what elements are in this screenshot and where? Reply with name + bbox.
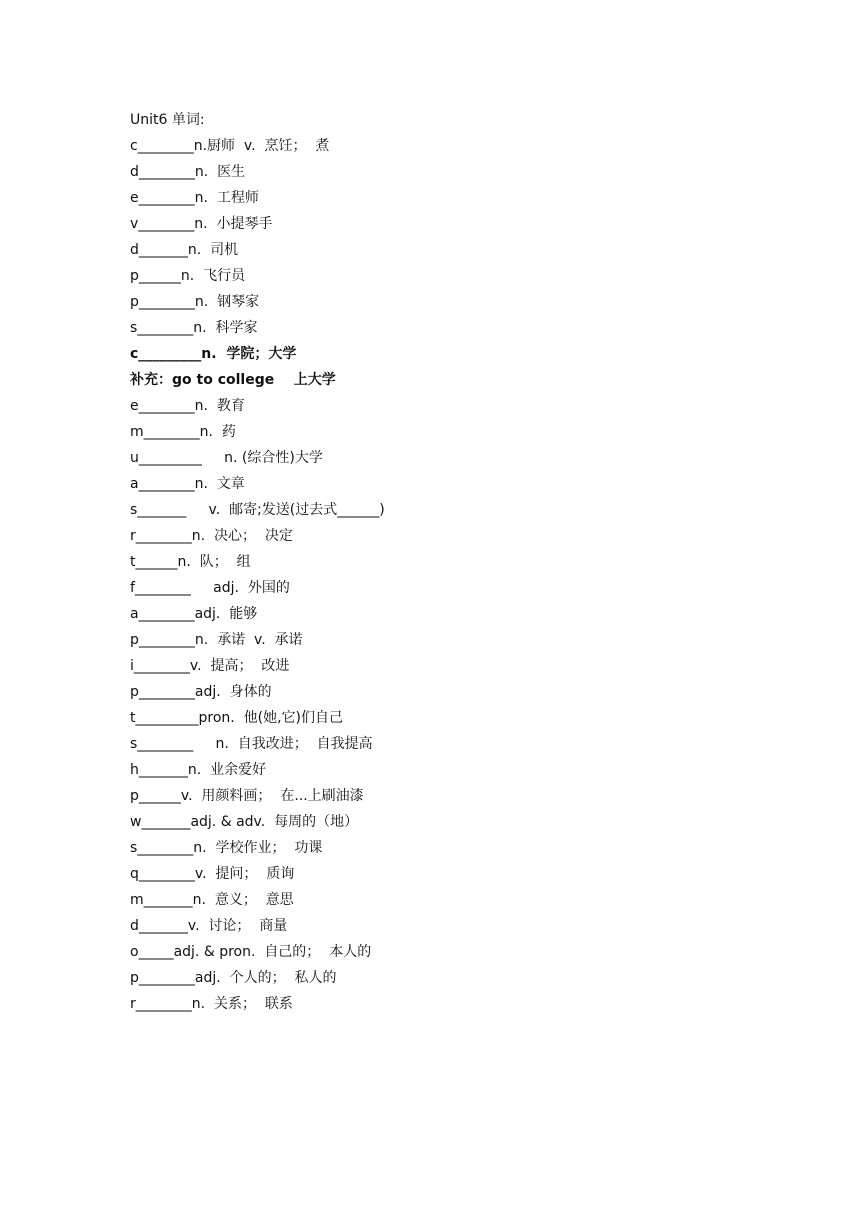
vocab-line: c________n.厨师 v. 烹饪； 煮 [130, 138, 330, 154]
vocab-line: i________v. 提高； 改进 [130, 658, 290, 674]
vocab-line: a________adj. 能够 [130, 606, 258, 622]
vocab-line: p________n. 钢琴家 [130, 294, 260, 310]
vocab-line: p______n. 飞行员 [130, 268, 246, 284]
vocab-line: s_______ v. 邮寄;发送(过去式______) [130, 502, 385, 518]
vocab-line: m_______n. 意义； 意思 [130, 892, 294, 908]
document-page [130, 107, 770, 1017]
vocab-line: p______v. 用颜料画； 在...上刷油漆 [130, 788, 364, 804]
vocab-line: q________v. 提问； 质询 [130, 866, 295, 882]
vocab-line: t______n. 队； 组 [130, 554, 251, 570]
vocab-line: v________n. 小提琴手 [130, 216, 273, 232]
vocab-line: e________n. 工程师 [130, 190, 259, 206]
vocab-line: t_________pron. 他(她,它)们自己 [130, 710, 343, 726]
vocab-line: p________n. 承诺 v. 承诺 [130, 632, 303, 648]
vocab-line: u_________ n. (综合性)大学 [130, 450, 323, 466]
vocab-line: s________n. 科学家 [130, 320, 258, 336]
vocab-line: e________n. 教育 [130, 398, 245, 414]
vocab-line: o_____adj. & pron. 自己的； 本人的 [130, 944, 372, 960]
vocab-line: f________ adj. 外国的 [130, 580, 290, 596]
vocab-line: s________ n. 自我改进； 自我提高 [130, 736, 373, 752]
vocab-line: d_______n. 司机 [130, 242, 239, 258]
vocab-line: w_______adj. & adv. 每周的（地） [130, 814, 359, 830]
vocab-line: 补充：go to college 上大学 [130, 372, 336, 388]
vocab-line: c_________n. 学院；大学 [130, 346, 297, 362]
vocab-line: r________n. 决心； 决定 [130, 528, 293, 544]
vocab-line: d________n. 医生 [130, 164, 246, 180]
vocab-line: a________n. 文章 [130, 476, 245, 492]
vocab-line: h_______n. 业余爱好 [130, 762, 267, 778]
document-title: Unit6 单词: [130, 112, 205, 128]
vocab-line: p________adj. 身体的 [130, 684, 272, 700]
vocab-line: p________adj. 个人的； 私人的 [130, 970, 337, 986]
vocabulary-list [130, 133, 770, 1017]
vocab-line: s________n. 学校作业； 功课 [130, 840, 323, 856]
vocab-line: m________n. 药 [130, 424, 236, 440]
vocab-line: d_______v. 讨论； 商量 [130, 918, 288, 934]
vocab-line: r________n. 关系； 联系 [130, 996, 293, 1012]
